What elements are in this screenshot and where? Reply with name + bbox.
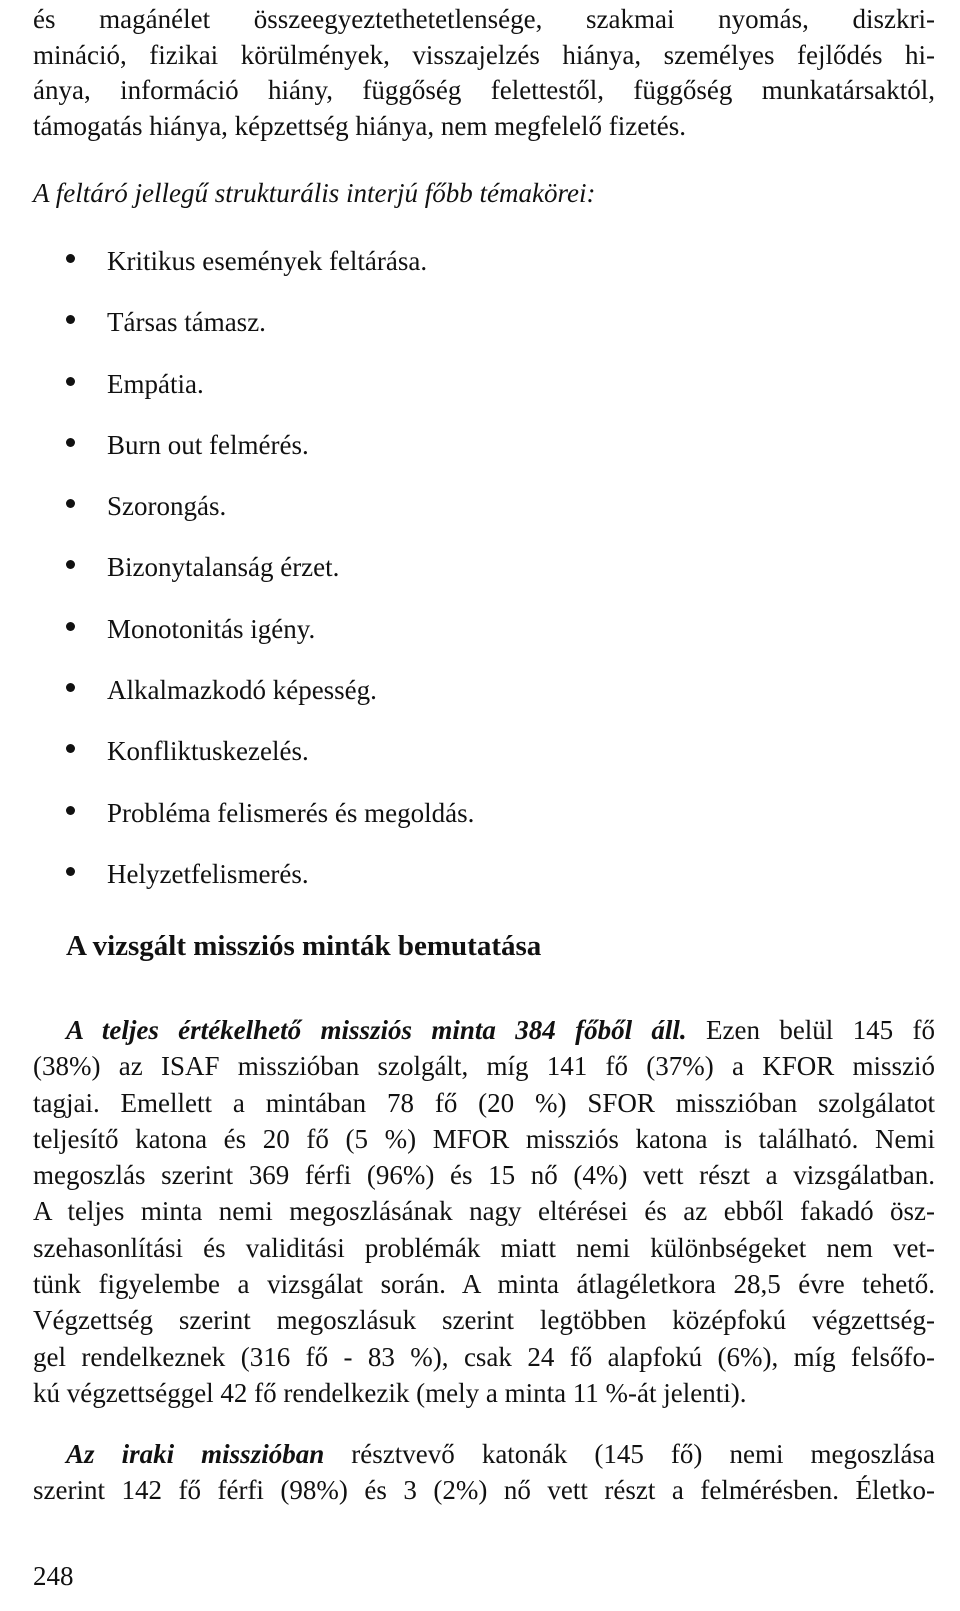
paragraph-line: teljesítő katona és 20 fő (5 %) MFOR missziós katona is található. Nemi [33, 1123, 935, 1154]
bullet-icon [66, 806, 75, 815]
list-item-text: Szorongás. [107, 491, 227, 522]
list-item-text: Monotonitás igény. [107, 613, 316, 644]
list-item-text: Probléma felismerés és megoldás. [107, 797, 475, 828]
paragraph-line-rest: résztvevő katonák (145 fő) nemi megoszlása [324, 1439, 935, 1469]
paragraph-line [33, 1012, 935, 1048]
list-item-text: Alkalmazkodó képesség. [107, 675, 377, 706]
bullet-icon [66, 499, 75, 508]
intro-line: és magánélet összeegyeztethetetlensége, szakmai nyomás, diszkri- [33, 4, 935, 34]
paragraph-line: A teljes minta nemi megoszlásának nagy eltérései és az ebből fakadó ösz- [33, 1196, 935, 1227]
list-item [66, 420, 474, 481]
paragraph-line: (38%) az ISAF misszióban szolgált, míg 141 fő (37%) a KFOR misszió [33, 1051, 935, 1082]
list-item [66, 726, 474, 787]
list-item [66, 481, 474, 542]
list-item [66, 604, 474, 665]
intro-line: ánya, információ hiány, függőség felettestől, függőség munkatársaktól, [33, 75, 935, 105]
paragraph-line-rest: Ezen belül 145 fő [686, 1015, 935, 1045]
list-item [66, 788, 474, 849]
section-title: A vizsgált missziós minták bemutatása [66, 930, 542, 962]
bullet-icon [66, 254, 75, 263]
bullet-icon [66, 867, 75, 876]
paragraph-line: Végzettség szerint megoszlásuk szerint legtöbben középfokú végzettség- [33, 1305, 935, 1336]
interview-topics-heading: A feltáró jellegű strukturális interjú főbb témakörei: [33, 178, 596, 208]
list-item-text: Kritikus események feltárása. [107, 246, 428, 276]
paragraph-line: tünk figyelembe a vizsgálat során. A minta átlagéletkora 28,5 évre tehető. [33, 1269, 935, 1300]
sample-description-paragraph [33, 1012, 935, 1411]
bullet-icon [66, 683, 75, 692]
intro-line: mináció, fizikai körülmények, visszajelzés hiánya, személyes fejlődés hi- [33, 39, 935, 70]
bullet-icon [66, 315, 75, 324]
list-item [66, 665, 474, 726]
list-item-text: Burn out felmérés. [107, 429, 309, 460]
bullet-icon [66, 744, 75, 753]
bullet-icon [66, 377, 75, 386]
list-item [66, 297, 474, 358]
list-item [66, 849, 474, 910]
bullet-icon [66, 622, 75, 631]
list-item [66, 236, 474, 297]
iraq-mission-paragraph [33, 1436, 935, 1509]
page-content [33, 0, 935, 144]
bullet-icon [66, 438, 75, 447]
paragraph-lead: A teljes értékelhető missziós minta 384 főből áll. [66, 1015, 687, 1045]
paragraph-line: tagjai. Emellett a mintában 78 fő (20 %) SFOR misszióban szolgálatot [33, 1087, 935, 1118]
list-item-text: Konfliktuskezelés. [107, 736, 309, 767]
interview-topics-list [66, 236, 474, 910]
list-item-text: Bizonytalanság érzet. [107, 552, 340, 583]
list-item-text: Társas támasz. [107, 307, 266, 338]
paragraph-line: szerint 142 fő férfi (98%) és 3 (2%) nő vett részt a felmérésben. Életko- [33, 1475, 935, 1506]
list-item [66, 359, 474, 420]
list-item-text: Helyzetfelismerés. [107, 858, 309, 889]
paragraph-line: gel rendelkeznek (316 fő - 83 %), csak 24 fő alapfokú (6%), míg felsőfo- [33, 1341, 935, 1372]
intro-line: támogatás hiánya, képzettség hiánya, nem megfelelő fizetés. [33, 110, 686, 141]
intro-paragraph [33, 0, 935, 144]
paragraph-line: szehasonlítási és validitási problémák miatt nemi különbségeket nem vet- [33, 1232, 935, 1263]
list-item [66, 542, 474, 603]
page-number: 248 [33, 1561, 74, 1591]
bullet-icon [66, 560, 75, 569]
paragraph-line: megoszlás szerint 369 férfi (96%) és 15 nő (4%) vett részt a vizsgálatban. [33, 1160, 935, 1191]
list-item-text: Empátia. [107, 368, 204, 399]
paragraph-line: kú végzettséggel 42 fő rendelkezik (mely a minta 11 %-át jelenti). [33, 1377, 747, 1408]
paragraph-line [33, 1436, 935, 1472]
paragraph-lead: Az iraki misszióban [66, 1439, 325, 1469]
